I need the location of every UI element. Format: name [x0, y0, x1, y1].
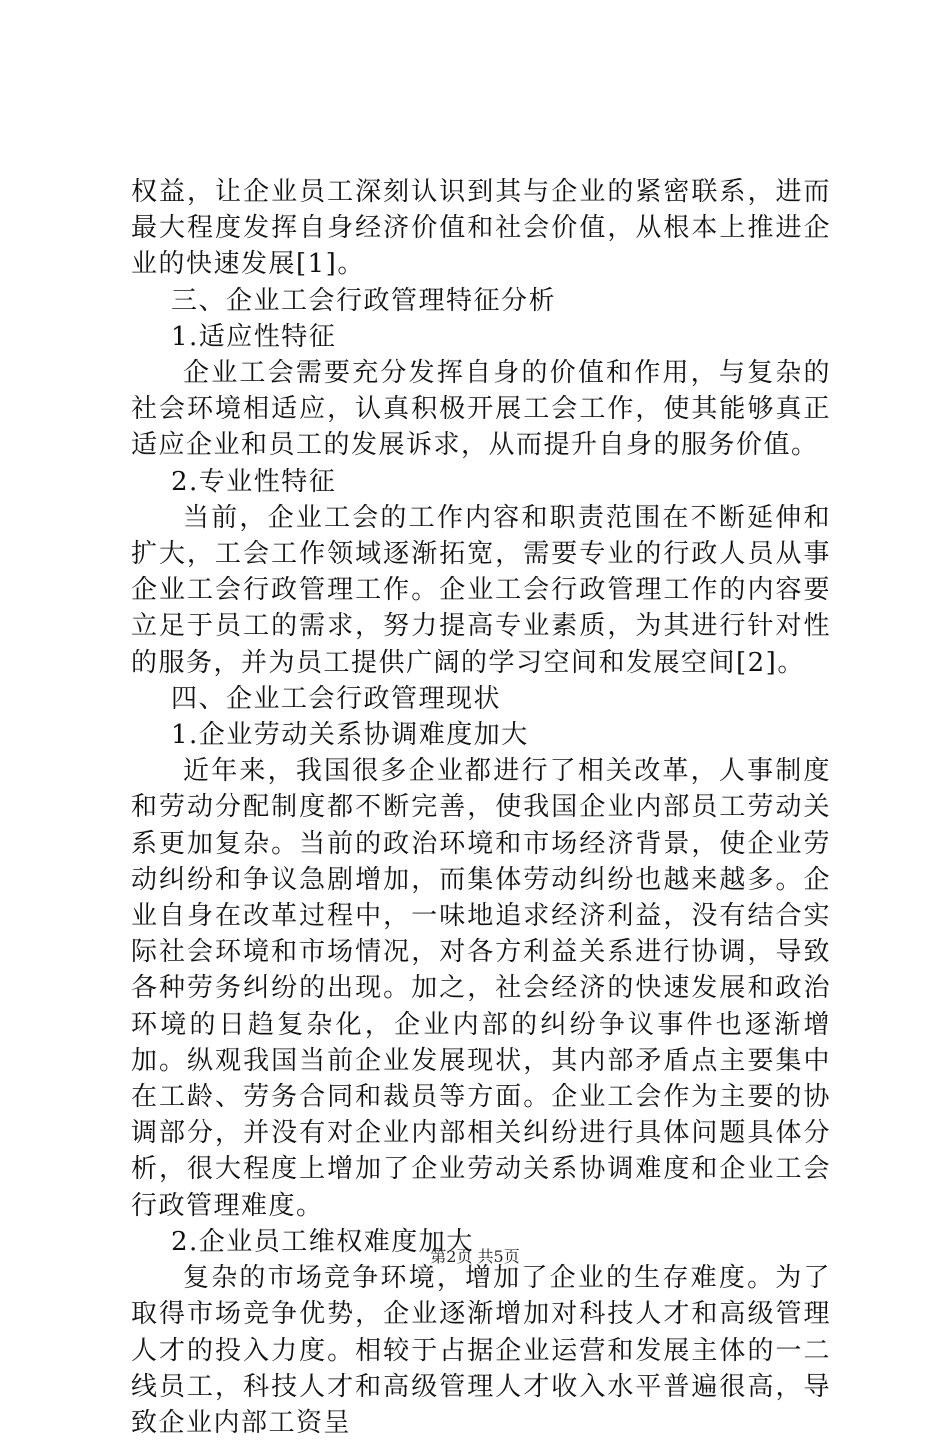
paragraph-labor-relations: 近年来，我国很多企业都进行了相关改革，人事制度和劳动分配制度都不断完善，使我国企业内部员工劳动关系更加复杂。当前的政治环境和市场经济背景，使企业劳动纠纷和争议急剧增加，而集体劳动纠纷也越来越多。企业自身在改革过程中，一味地追求经济利益，没有结合实际社会环境和市场情况，对各方利益关系进行协调，导致各种劳务纠纷的出现。加之，社会经济的快速发展和政治环境的日趋复杂化，企业内部的纠纷争议事件也逐渐增加。纵观我国当前企业发展现状，其内部矛盾点主要集中在工龄、劳务合同和裁员等方面。企业工会作为主要的协调部分，并没有对企业内部相关纠纷进行具体问题具体分析，很大程度上增加了企业劳动关系协调难度和企业工会行政管理难度。: [131, 756, 831, 1221]
subheading-rights-protection: 2.企业员工维权难度加大: [171, 1226, 474, 1257]
paragraph-adaptability: 企业工会需要充分发挥自身的价值和作用，与复杂的社会环境相适应，认真积极开展工会工作，使其能够真正适应企业和员工的发展诉求，从而提升自身的服务价值。: [131, 358, 831, 461]
paragraph-professionalism: 当前，企业工会的工作内容和职责范围在不断延伸和扩大，工会工作领域逐渐拓宽，需要专业的行政人员从事企业工会行政管理工作。企业工会行政管理工作的内容要立足于员工的需求，努力提高专业素质，为其进行针对性的服务，并为员工提供广阔的学习空间和发展空间[2]。: [131, 502, 831, 678]
paragraph-rights-protection: 复杂的市场竞争环境，增加了企业的生存难度。为了取得市场竞争优势，企业逐渐增加对科技人才和高级管理人才的投入力度。相较于占据企业运营和发展主体的一二线员工，科技人才和高级管理人才收入水平普遍很高，导致企业内部工资呈: [131, 1263, 831, 1438]
page-footer: [0, 1244, 950, 1267]
subheading-labor-relations: 1.企业劳动关系协调难度加大: [171, 720, 529, 751]
section-heading-3: 三、企业工会行政管理特征分析: [171, 285, 557, 316]
paragraph-continuation: 权益，让企业员工深刻认识到其与企业的紧密联系，进而最大程度发挥自身经济价值和社会价值，从根本上推进企业的快速发展[1]。: [131, 177, 831, 280]
section-heading-4: 四、企业工会行政管理现状: [171, 683, 502, 714]
page-number-label: 第2页 共5页: [430, 1247, 520, 1266]
subheading-professionalism: 2.专业性特征: [171, 466, 337, 497]
subheading-adaptability: 1.适应性特征: [171, 321, 337, 352]
